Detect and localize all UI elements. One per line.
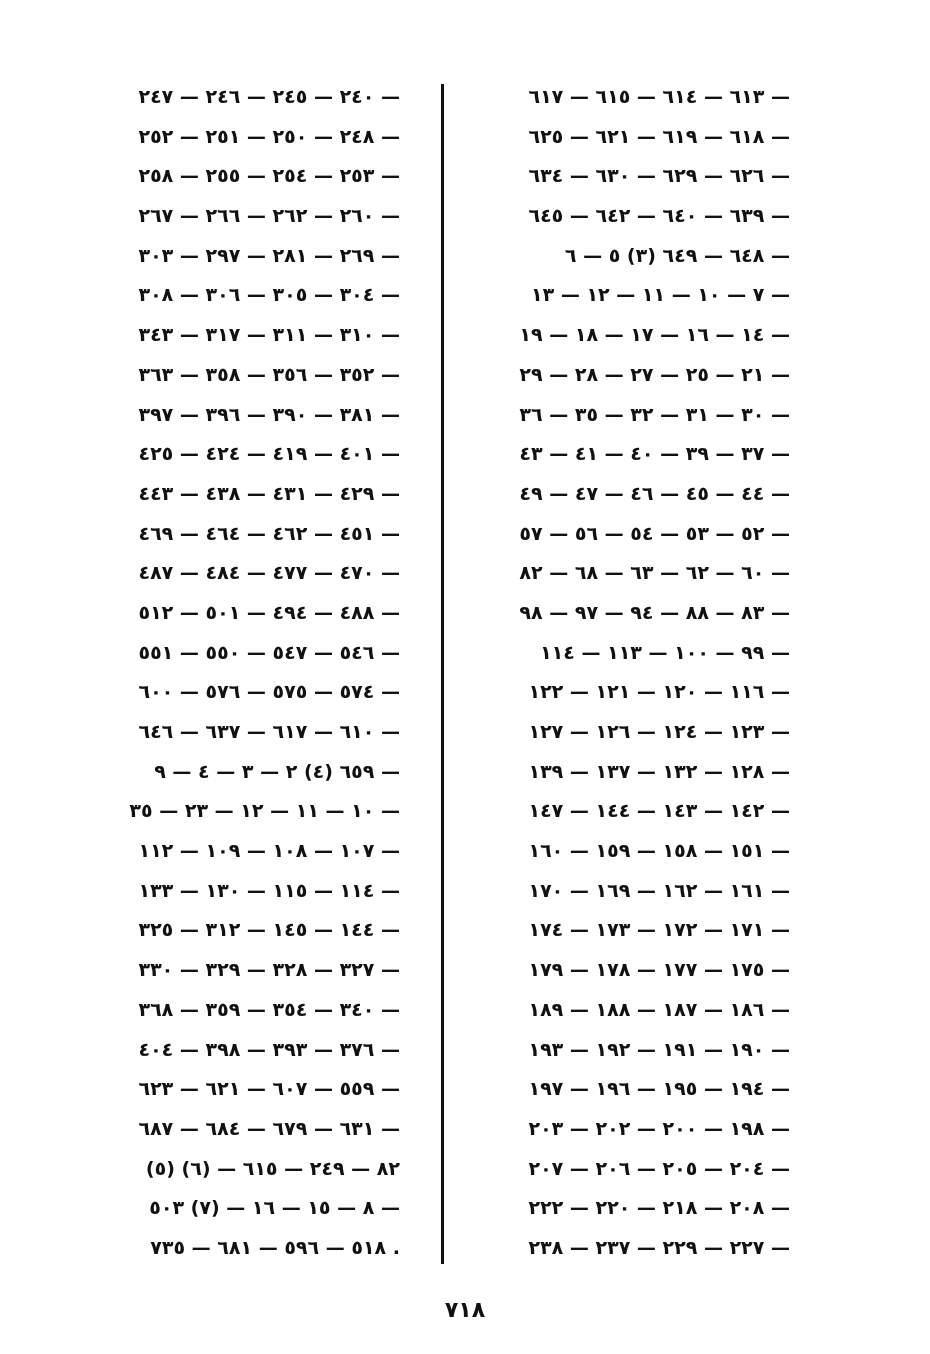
page-number: ٧١٨ (444, 1298, 486, 1323)
index-line: ٥٥٩ — ٦٠٧ — ٦٢١ — ٦٢٣ — (138, 1078, 400, 1101)
index-line: ٦٣٩ — ٦٤٠ — ٦٤٢ — ٦٤٥ — (528, 205, 790, 228)
index-line: ١٨٦ — ١٨٧ — ١٨٨ — ١٨٩ — (528, 998, 790, 1021)
index-line: ٣٤٠ — ٣٥٤ — ٣٥٩ — ٣٦٨ — (138, 998, 400, 1021)
index-line: ١٩٤ — ١٩٥ — ١٩٦ — ١٩٧ — (528, 1078, 790, 1101)
index-line: ٢٤٨ — ٢٥٠ — ٢٥١ — ٢٥٢ — (138, 125, 400, 148)
index-line: ٢٦٠ — ٢٦٢ — ٢٦٦ — ٢٦٧ — (138, 205, 400, 228)
index-line: ٣٢٧ — ٣٢٨ — ٣٢٩ — ٣٣٠ — (138, 959, 400, 982)
index-line: ١٢٣ — ١٢٤ — ١٢٦ — ١٢٧ — (528, 721, 790, 743)
index-line: ١١٦ — ١٢٠ — ١٢١ — ١٢٢ — (528, 681, 790, 704)
index-line: ٤٨٨ — ٤٩٤ — ٥٠١ — ٥١٢ — (138, 601, 400, 624)
index-line: ٣٧ — ٣٩ — ٤٠ — ٤١ — ٤٣ — (519, 443, 790, 466)
index-line: ١٦١ — ١٦٢ — ١٦٩ — ١٧٠ — (528, 879, 790, 902)
index-line: ٤٧٠ — ٤٧٧ — ٤٨٤ — ٤٨٧ — (138, 562, 400, 585)
index-line: ٦١٣ — ٦١٤ — ٦١٥ — ٦١٧ — (528, 86, 790, 108)
index-line: ٣٠٤ — ٣٠٥ — ٣٠٦ — ٣٠٨ — (138, 284, 400, 307)
index-line: ٢٥٣ — ٢٥٤ — ٢٥٥ — ٢٥٨ — (138, 165, 400, 188)
index-line: ٨ — ١٥ — ١٦ — (٧) ٥٠٣ — (149, 1197, 400, 1220)
index-line: ٢٠٨ — ٢١٨ — ٢٢٠ — ٢٢٢ — (528, 1197, 790, 1220)
index-line: ٣٠ — ٣١ — ٣٢ — ٣٥ — ٣٦ — (519, 403, 790, 426)
index-line: ٣١٠ — ٣١١ — ٣١٧ — ٣٤٣ — (138, 324, 400, 347)
index-line: ١٤٤ — ١٤٥ — ٣١٢ — ٣٢٥ — (138, 919, 400, 942)
index-line: ٥٢ — ٥٣ — ٥٤ — ٥٦ — ٥٧ — (519, 522, 790, 545)
index-line: ٤٥١ — ٤٦٢ — ٤٦٤ — ٤٦٩ — (138, 522, 400, 545)
index-line: ٦٥٩ (٤) ٢ — ٣ — ٤ — ٩ — (154, 760, 400, 783)
index-line: ٦١٨ — ٦١٩ — ٦٢١ — ٦٢٥ — (528, 125, 790, 148)
index-line: ١١٤ — ١١٥ — ١٣٠ — ١٣٣ — (138, 879, 400, 902)
column-divider (441, 84, 444, 1264)
index-column-right (460, 78, 790, 1269)
index-line: ٦٣١ — ٦٧٩ — ٦٨٤ — ٦٨٧ — (138, 1117, 400, 1140)
index-line: ٤٢٩ — ٤٣١ — ٤٣٨ — ٤٤٣ — (138, 482, 400, 505)
index-line: ٦٤٨ — ٦٤٩ (٣) ٥ — ٦ — (564, 244, 790, 267)
index-line: ٦١٠ — ٦١٧ — ٦٣٧ — ٦٤٦ — (138, 721, 400, 743)
index-line: ١٧٥ — ١٧٧ — ١٧٨ — ١٧٩ — (528, 959, 790, 982)
index-line: ٥١٨ — ٥٩٦ — ٦٨١ — ٧٣٥ . (150, 1236, 400, 1259)
index-line: ٣٥٢ — ٣٥٦ — ٣٥٨ — ٣٦٣ — (138, 363, 400, 386)
index-line: ١٢٨ — ١٣٢ — ١٣٧ — ١٣٩ — (528, 760, 790, 783)
index-line: ١٠ — ١١ — ١٢ — ٢٣ — ٣٥ — (129, 800, 400, 823)
index-line: ٤٤ — ٤٥ — ٤٦ — ٤٧ — ٤٩ — (519, 482, 790, 505)
index-line: ٢٦٩ — ٢٨١ — ٢٩٧ — ٣٠٣ — (138, 244, 400, 267)
index-line: ١٤٢ — ١٤٣ — ١٤٤ — ١٤٧ — (528, 800, 790, 823)
index-line: ٤٠١ — ٤١٩ — ٤٢٤ — ٤٢٥ — (138, 443, 400, 466)
index-line: ٥٤٦ — ٥٤٧ — ٥٥٠ — ٥٥١ — (138, 641, 400, 664)
index-line: ٦٢٦ — ٦٢٩ — ٦٣٠ — ٦٣٤ — (528, 165, 790, 188)
index-line: ١٧١ — ١٧٢ — ١٧٣ — ١٧٤ — (528, 919, 790, 942)
index-line: (٥) ٨٢ — ٢٤٩ — ٦١٥ — (٦) (145, 1157, 400, 1180)
index-line: ١٠٧ — ١٠٨ — ١٠٩ — ١١٢ — (138, 840, 400, 863)
index-line: ٢١ — ٢٥ — ٢٧ — ٢٨ — ٢٩ — (519, 363, 790, 386)
index-line: ٢٢٧ — ٢٢٩ — ٢٣٧ — ٢٣٨ — (528, 1236, 790, 1259)
index-line: ٩٩ — ١٠٠ — ١١٣ — ١١٤ — (540, 641, 790, 664)
index-line: ٣٧٦ — ٣٩٣ — ٣٩٨ — ٤٠٤ — (138, 1038, 400, 1061)
index-line: ١٤ — ١٦ — ١٧ — ١٨ — ١٩ — (519, 324, 790, 347)
index-line: ٢٤٠ — ٢٤٥ — ٢٤٦ — ٢٤٧ — (138, 86, 400, 108)
index-line: ٢٠٤ — ٢٠٥ — ٢٠٦ — ٢٠٧ — (528, 1157, 790, 1180)
index-line: ١٩٨ — ٢٠٠ — ٢٠٢ — ٢٠٣ — (528, 1117, 790, 1140)
index-line: ٦٠ — ٦٢ — ٦٣ — ٦٨ — ٨٢ — (519, 562, 790, 585)
index-column-left (70, 78, 400, 1269)
index-line: ٧ — ١٠ — ١١ — ١٢ — ١٣ — (531, 284, 790, 307)
index-line: ١٥١ — ١٥٨ — ١٥٩ — ١٦٠ — (528, 840, 790, 863)
index-line: ١٩٠ — ١٩١ — ١٩٢ — ١٩٣ — (528, 1038, 790, 1061)
index-line: ٣٨١ — ٣٩٠ — ٣٩٦ — ٣٩٧ — (138, 403, 400, 426)
index-line: ٨٣ — ٨٨ — ٩٤ — ٩٧ — ٩٨ — (519, 601, 790, 624)
index-line: ٥٧٤ — ٥٧٥ — ٥٧٦ — ٦٠٠ — (138, 681, 400, 704)
